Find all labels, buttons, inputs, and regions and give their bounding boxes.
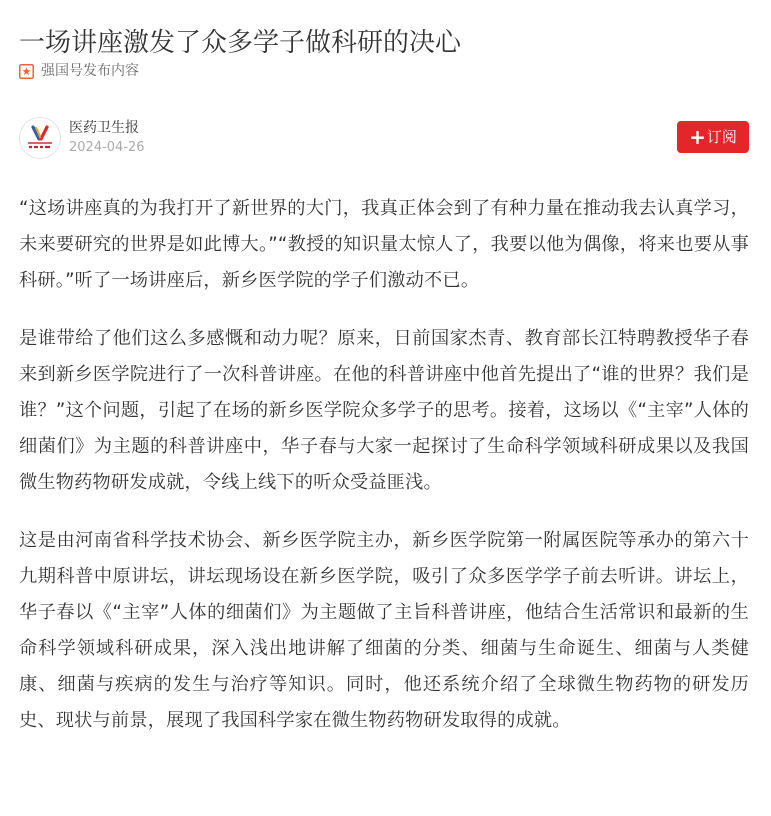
source-label: 强国号发布内容 (41, 63, 139, 79)
star-badge-icon (19, 64, 34, 79)
paragraph: 是谁带给了他们这么多感慨和动力呢？原来，日前国家杰青、教育部长江特聘教授华子春来到新乡医学院进行了一次科普讲座。在他的科普讲座中他首先提出了“谁的世界？我们是谁？”这个问题，引起了在场的新乡医学院众多学子的思考。接着，这场以《“主宰”人体的细菌们》为主题的科普讲座中，华子春与大家一起探讨了生命科学领域科研成果以及我国微生物药物研发成就，令线上线下的听众受益匪浅。 (19, 328, 749, 493)
subscribe-button[interactable] (677, 121, 749, 153)
publish-date: 2024-04-26 (69, 140, 145, 155)
paragraph: “这场讲座真的为我打开了新世界的大门，我真正体会到了有种力量在推动我去认真学习，未来要研究的世界是如此博大。”“教授的知识量太惊人了，我要以他为偶像，将来也要从事科研。”听了一场讲座后，新乡医学院的学子们激动不已。 (19, 198, 749, 291)
author-name[interactable]: 医药卫生报 (69, 120, 139, 136)
author-row (19, 117, 749, 159)
article-title: 一场讲座激发了众多学子做科研的决心 (19, 28, 462, 59)
article-body (19, 191, 749, 761)
paragraph: 这是由河南省科学技术协会、新乡医学院主办，新乡医学院第一附属医院等承办的第六十九期科普中原讲坛，讲坛现场设在新乡医学院，吸引了众多医学学子前去听讲。讲坛上，华子春以《“主宰”人体的细菌们》为主题做了主旨科普讲座，他结合生活常识和最新的生命科学领域科研成果，深入浅出地讲解了细菌的分类、细菌与生命诞生、细菌与人类健康、细菌与疾病的发生与治疗等知识。同时，他还系统介绍了全球微生物药物的研发历史、现状与前景，展现了我国科学家在微生物药物研发取得的成就。 (19, 530, 749, 731)
subscribe-label: 订阅 (706, 128, 737, 146)
newspaper-logo-icon[interactable] (19, 117, 61, 159)
plus-icon: + (689, 125, 706, 149)
source-row (19, 60, 139, 82)
